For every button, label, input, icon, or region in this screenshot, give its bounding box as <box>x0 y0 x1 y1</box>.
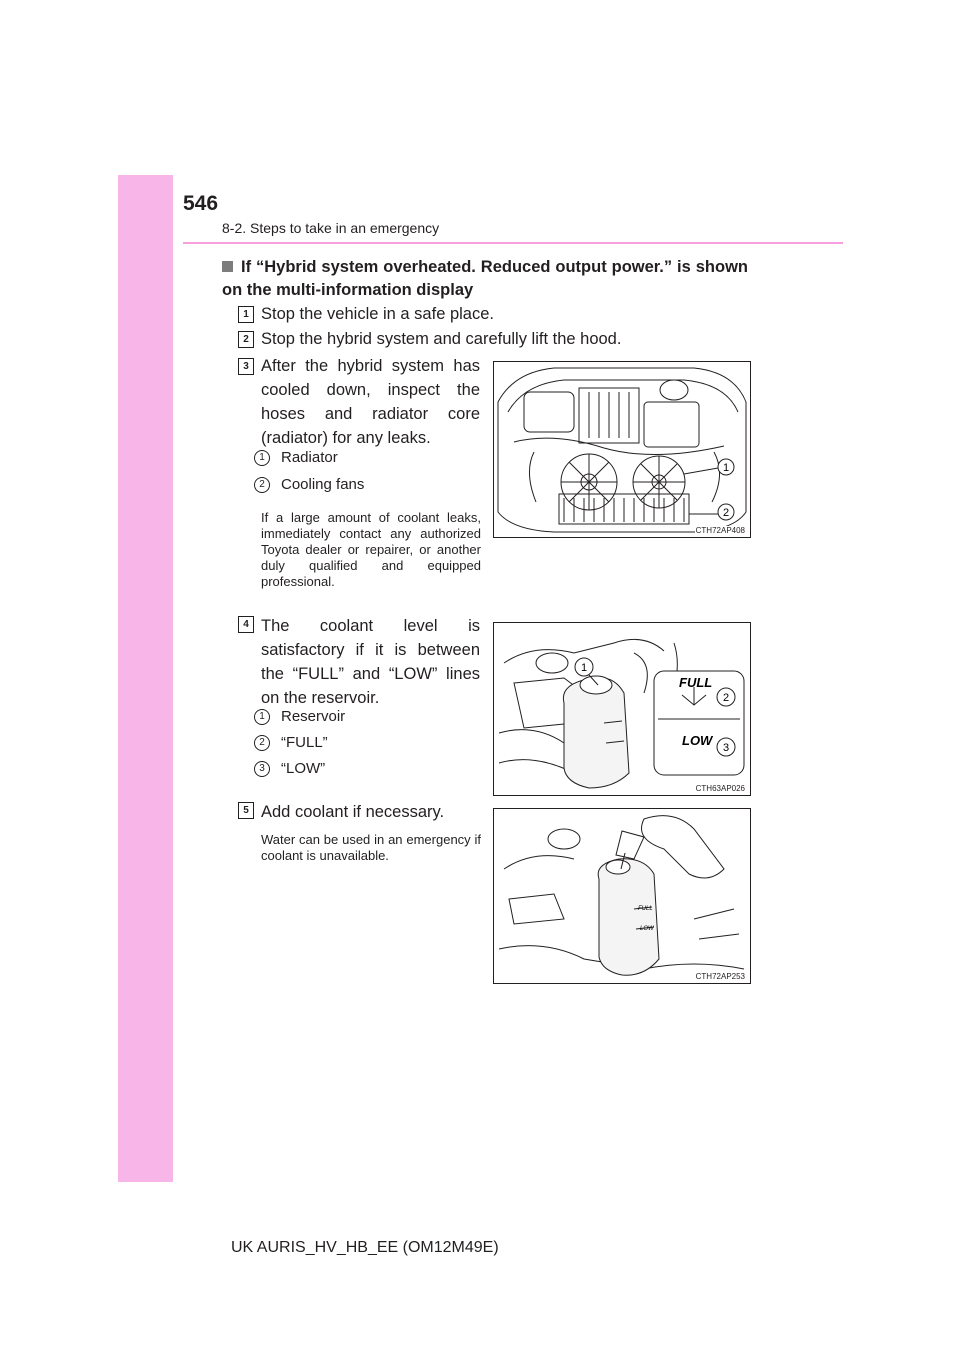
callout-number: 2 <box>254 735 270 751</box>
figure-label: 2 <box>722 507 730 519</box>
callout-label-reservoir: Reservoir <box>281 708 346 725</box>
low-mark-text: LOW <box>682 733 713 748</box>
page-sidebar-tab <box>118 175 173 1182</box>
callout-number: 3 <box>254 761 270 777</box>
figure-code: CTH72AP408 <box>695 526 745 535</box>
figure-label: 3 <box>722 742 730 754</box>
add-coolant-figure <box>493 808 751 984</box>
figure-code: CTH63AP026 <box>695 784 745 793</box>
callout-number: 2 <box>254 477 270 493</box>
callout-number: 1 <box>254 709 270 725</box>
step-4-text: The coolant level is satisfactory if it is between the “FULL” and “LOW” lines on the reservoir. <box>261 617 480 707</box>
step-3-note: If a large amount of coolant leaks, immediately contact any authorized Toyota dealer or repairer, or another duly qualified and equipped professional. <box>261 510 481 589</box>
callout-number: 1 <box>254 450 270 466</box>
engine-bay-figure <box>493 361 751 538</box>
add-coolant-illustration <box>494 809 750 983</box>
callout-label-full: “FULL” <box>281 734 328 751</box>
full-mark-text: FULL <box>638 906 653 912</box>
step-number-4: 4 <box>238 616 254 633</box>
step-1-text: Stop the vehicle in a safe place. <box>261 305 494 323</box>
callout-label-low: “LOW” <box>281 760 326 777</box>
step-3-text: After the hybrid system has cooled down, inspect the hoses and radiator core (radiator) for any leaks. <box>261 357 480 447</box>
figure-label: 1 <box>580 662 588 674</box>
low-mark-text: LOW <box>640 926 654 932</box>
figure-label: 2 <box>722 692 730 704</box>
step-number-2: 2 <box>238 331 254 348</box>
page-number: 546 <box>183 192 219 215</box>
full-mark-text: FULL <box>679 675 713 690</box>
running-header: 8-2. Steps to take in an emergency <box>222 220 440 236</box>
step-2-text: Stop the hybrid system and carefully lift the hood. <box>261 330 622 348</box>
step-5-text: Add coolant if necessary. <box>261 803 445 821</box>
callout-label-cooling-fans: Cooling fans <box>281 476 365 493</box>
callout-label-radiator: Radiator <box>281 449 338 466</box>
section-title-text: If “Hybrid system overheated. Reduced output power.” is shown on the multi-information display <box>222 258 748 299</box>
step-number-1: 1 <box>238 306 254 323</box>
bullet-square-icon <box>222 261 233 272</box>
reservoir-illustration <box>494 623 750 795</box>
figure-code: CTH72AP253 <box>695 972 745 981</box>
engine-bay-illustration <box>494 362 750 537</box>
page-footer: UK AURIS_HV_HB_EE (OM12M49E) <box>231 1239 499 1256</box>
reservoir-figure <box>493 622 751 796</box>
step-number-5: 5 <box>238 802 254 819</box>
step-number-3: 3 <box>238 358 254 375</box>
step-5-note: Water can be used in an emergency if coolant is unavailable. <box>261 832 481 863</box>
figure-label: 1 <box>722 462 730 474</box>
header-rule <box>183 242 843 244</box>
section-title <box>222 256 748 302</box>
